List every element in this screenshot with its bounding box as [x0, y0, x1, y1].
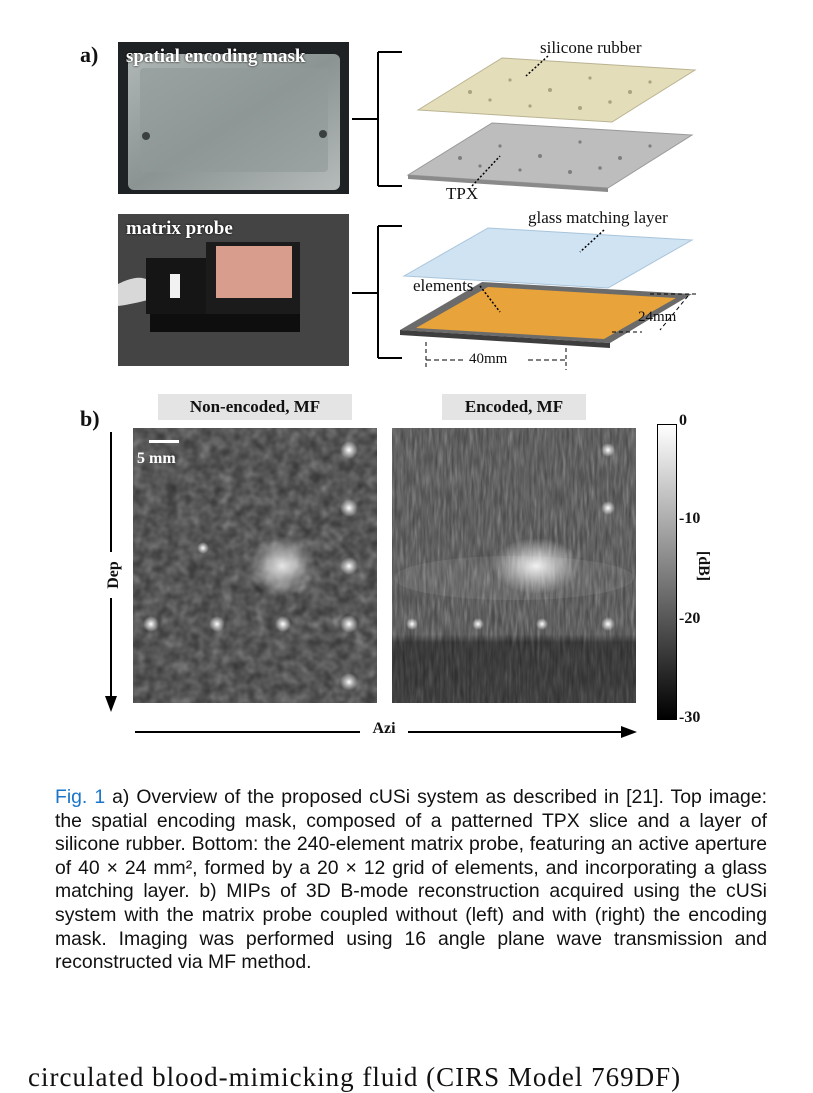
probe-photo-label: matrix probe — [126, 218, 233, 239]
panel-b-label: b) — [80, 406, 100, 431]
probe-bracket — [352, 226, 402, 358]
depth-axis-arrowhead — [105, 696, 117, 712]
label-silicone-rubber: silicone rubber — [540, 38, 642, 57]
colorbar-tick-10: -10 — [679, 510, 701, 527]
caption-text: a) Overview of the proposed cUSi system as described in [21]. Top image: the spatial encoding mask, composed of a patterned TPX slice and a layer of silicone rubber. Bottom: the 240-element matrix probe, featuring an active aperture of 40 × 24 mm², formed by a 20 × 12 grid of elements, and incorporating a glass matching layer. b) MIPs of 3D B-mode reconstruction acquired using the cUSi system with the matrix probe coupled without (left) and with (right) the encoding mask. Imaging was performed using 16 angle plane wave transmission and reconstructed via MF method. — [55, 786, 767, 974]
label-tpx: TPX — [446, 184, 479, 203]
colorbar — [657, 424, 677, 720]
silicone-layer — [418, 58, 695, 122]
colorbar-unit: [dB] — [695, 550, 712, 582]
layer-diagram — [350, 30, 730, 380]
panel-a-label: a) — [80, 42, 99, 67]
label-dim-width: 40mm — [469, 351, 508, 367]
label-dim-depth: 24mm — [638, 309, 677, 325]
axes — [95, 430, 655, 750]
scale-bar-label: 5 mm — [137, 450, 176, 467]
label-elements: elements — [413, 276, 474, 295]
figure-caption — [55, 786, 767, 975]
mask-bracket — [352, 52, 402, 186]
azimuth-axis-arrowhead — [621, 726, 637, 738]
body-text-line: circulated blood-mimicking fluid (CIRS Model 769DF) — [28, 1062, 682, 1092]
azimuth-axis-label: Azi — [360, 720, 408, 738]
colorbar-tick-20: -20 — [679, 610, 701, 627]
mask-photo — [118, 42, 349, 194]
right-image-title: Encoded, MF — [442, 394, 586, 420]
figure-reference[interactable]: Fig. 1 — [55, 786, 106, 808]
probe-photo — [118, 214, 349, 366]
label-glass-matching-layer: glass matching layer — [528, 208, 668, 227]
colorbar-tick-30: -30 — [679, 709, 701, 726]
left-image-title: Non-encoded, MF — [158, 394, 352, 420]
depth-axis-label: Dep — [101, 552, 127, 598]
mask-photo-label: spatial encoding mask — [126, 46, 306, 67]
colorbar-tick-0: 0 — [679, 412, 687, 429]
